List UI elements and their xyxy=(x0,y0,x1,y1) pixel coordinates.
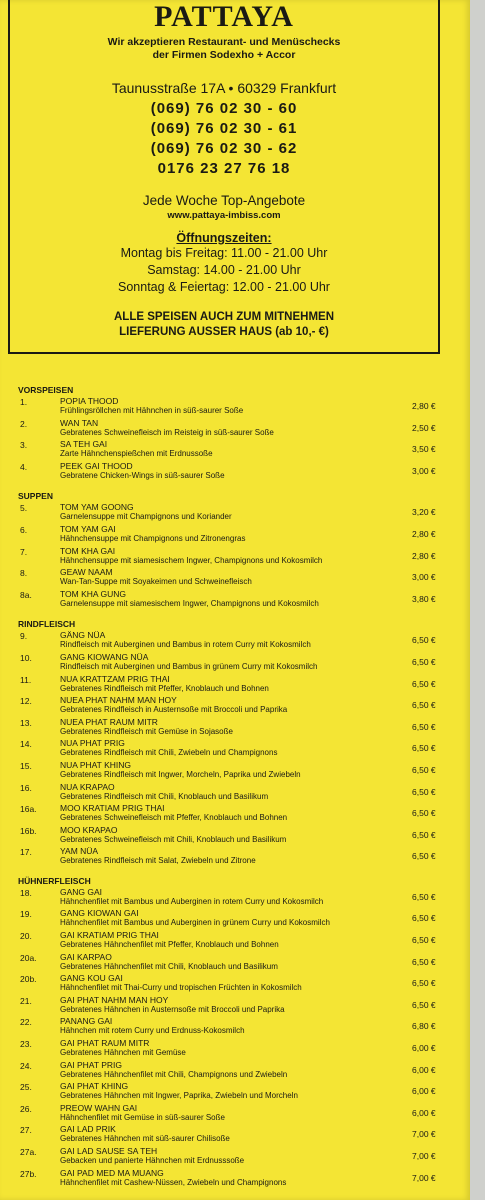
item-name: NUA PHAT PRIG xyxy=(60,738,125,749)
item-number: 6. xyxy=(20,524,28,535)
item-number: 8a. xyxy=(20,589,32,600)
item-price: 6,50 € xyxy=(412,786,436,797)
item-price: 6,00 € xyxy=(412,1064,436,1075)
item-name: GANG GAI xyxy=(60,886,103,897)
item-name: GAI KRATIAM PRIG THAI xyxy=(60,930,159,941)
item-price: 6,50 € xyxy=(412,978,436,989)
menu-item xyxy=(0,674,470,696)
item-description: Gebratenes Hähnchenfilet mit Chili, Knoblauch und Basilikum xyxy=(60,961,278,971)
menu-item xyxy=(0,887,470,909)
item-number: 11. xyxy=(20,674,32,685)
menu-item xyxy=(0,760,470,782)
item-price: 6,50 € xyxy=(412,743,436,754)
menu-item xyxy=(0,1124,470,1146)
item-number: 23. xyxy=(20,1039,32,1050)
item-name: NUA KRATTZAM PRIG THAI xyxy=(60,673,170,684)
item-name: TOM YAM GAI xyxy=(60,523,116,534)
item-price: 6,50 € xyxy=(412,829,436,840)
menu-section xyxy=(0,385,470,482)
item-price: 6,00 € xyxy=(412,1086,436,1097)
menu-item xyxy=(0,846,470,868)
item-price: 3,50 € xyxy=(412,444,436,455)
item-description: Garnelensuppe mit siamesischem Ingwer, Champignons und Kokosmilch xyxy=(60,598,319,608)
item-number: 24. xyxy=(20,1060,32,1071)
address: Taunusstraße 17A • 60329 Frankfurt xyxy=(111,80,337,96)
item-description: Garnelensuppe mit Champignons und Koriander xyxy=(60,512,232,522)
menu-item xyxy=(0,1060,470,1082)
item-description: Gebratene Chicken-Wings in süß-saurer Soße xyxy=(60,470,225,480)
item-price: 6,50 € xyxy=(412,935,436,946)
item-name: GAI PHAT RAUM MITR xyxy=(60,1038,150,1049)
item-number: 14. xyxy=(20,739,32,750)
item-name: TOM KHA GUNG xyxy=(60,588,126,599)
item-number: 5. xyxy=(20,503,28,514)
website: www.pattaya-imbiss.com xyxy=(167,210,281,221)
item-name: GAI PHAT PRIG xyxy=(60,1059,123,1070)
weekly-offers: Jede Woche Top-Angebote xyxy=(142,193,306,208)
item-description: Gebratenes Hähnchen mit Ingwer, Paprika, Zwiebeln und Morcheln xyxy=(60,1091,298,1101)
item-price: 6,50 € xyxy=(412,999,436,1010)
item-description: Hähnchenfilet mit Thai-Curry und tropischen Früchten in Kokosmilch xyxy=(60,983,302,993)
menu-item xyxy=(0,652,470,674)
item-name: PREOW WAHN GAI xyxy=(60,1102,138,1113)
item-price: 6,50 € xyxy=(412,678,436,689)
item-name: NUA PHAT KHING xyxy=(60,759,132,770)
item-price: 6,00 € xyxy=(412,1043,436,1054)
menu-item xyxy=(0,803,470,825)
item-price: 6,50 € xyxy=(412,721,436,732)
menu-item xyxy=(0,546,470,568)
item-number: 15. xyxy=(20,760,32,771)
item-name: MOO KRAPAO xyxy=(60,824,118,835)
item-name: YAM NÜA xyxy=(60,846,99,857)
item-description: Rindfleisch mit Auberginen und Bambus in grünem Curry mit Kokosmilch xyxy=(60,661,318,671)
item-description: Gebratenes Hähnchen mit Gemüse xyxy=(60,1048,186,1058)
item-price: 3,80 € xyxy=(412,593,436,604)
item-name: NUEA PHAT NAHM MAN HOY xyxy=(60,695,177,706)
item-description: Gebratenes Rindfleisch mit Ingwer, Morcheln, Paprika und Zwiebeln xyxy=(60,769,301,779)
item-name: MOO KRATIAM PRIG THAI xyxy=(60,803,165,814)
item-number: 1. xyxy=(20,397,28,407)
item-number: 16. xyxy=(20,782,32,793)
item-name: GANG KIOWAN GAI xyxy=(60,908,139,919)
item-number: 27b. xyxy=(20,1168,37,1179)
item-name: TOM YAM GOONG xyxy=(60,502,134,513)
item-description: Hähnchen mit rotem Curry und Erdnuss-Kokosmilch xyxy=(60,1026,245,1036)
item-name: GAI LAD PRIK xyxy=(60,1124,116,1135)
item-price: 6,50 € xyxy=(412,913,436,924)
item-number: 9. xyxy=(20,631,28,642)
item-price: 6,00 € xyxy=(412,1107,436,1118)
menu-list xyxy=(0,385,470,1189)
opening-hours-line: Montag bis Freitag: 11.00 - 21.00 Uhr xyxy=(120,246,328,260)
item-number: 22. xyxy=(20,1017,32,1028)
item-number: 2. xyxy=(20,418,28,429)
item-price: 6,50 € xyxy=(412,891,436,902)
menu-item xyxy=(0,396,470,418)
menu-item xyxy=(0,717,470,739)
item-description: Wan-Tan-Suppe mit Soyakeimen und Schweinefleisch xyxy=(60,577,252,587)
item-name: WAN TAN xyxy=(60,417,99,428)
item-price: 2,80 € xyxy=(412,550,436,561)
item-name: GAI KARPAO xyxy=(60,951,112,962)
item-number: 18. xyxy=(20,887,32,898)
menu-item xyxy=(0,995,470,1017)
item-number: 20. xyxy=(20,931,32,942)
menu-item xyxy=(0,439,470,461)
item-description: Gebratenes Rindfleisch mit Pfeffer, Knoblauch und Bohnen xyxy=(60,683,269,693)
item-number: 25. xyxy=(20,1082,32,1093)
item-price: 7,00 € xyxy=(412,1172,436,1183)
cheques-line-2: der Firmen Sodexho + Accor xyxy=(152,49,296,61)
item-name: GAI LAD SAUSE SA TEH xyxy=(60,1146,158,1156)
phone-number: (069) 76 02 30 - 60 xyxy=(150,100,298,117)
phone-number: (069) 76 02 30 - 62 xyxy=(150,140,298,157)
item-name: PEEK GAI THOOD xyxy=(60,460,133,471)
item-description: Hähnchenfilet mit Cashew-Nüssen, Zwiebeln und Champignons xyxy=(60,1177,287,1187)
item-price: 3,00 € xyxy=(412,465,436,476)
item-number: 17. xyxy=(20,847,32,858)
menu-item xyxy=(0,524,470,546)
item-price: 6,50 € xyxy=(412,764,436,775)
item-price: 6,50 € xyxy=(412,808,436,819)
menu-item xyxy=(0,418,470,440)
opening-hours-title: Öffnungszeiten: xyxy=(176,231,272,245)
item-price: 2,80 € xyxy=(412,401,436,411)
item-description: Zarte Hähnchenspießchen mit Erdnussoße xyxy=(60,449,213,459)
header-box xyxy=(8,0,440,354)
item-price: 2,80 € xyxy=(412,528,436,539)
item-price: 3,20 € xyxy=(412,507,436,518)
menu-item xyxy=(0,502,470,524)
item-price: 6,50 € xyxy=(412,956,436,967)
item-number: 7. xyxy=(20,546,28,557)
item-name: GEAW NAAM xyxy=(60,567,113,578)
item-description: Gebratenes Rindfleisch mit Chili, Zwiebeln und Champignons xyxy=(60,748,278,758)
menu-item xyxy=(0,589,470,611)
item-name: SA TEH GAI xyxy=(60,439,108,450)
item-price: 2,50 € xyxy=(412,422,436,433)
item-price: 3,00 € xyxy=(412,572,436,583)
menu-item xyxy=(0,1016,470,1038)
takeaway-line: ALLE SPEISEN AUCH ZUM MITNEHMEN xyxy=(114,311,334,323)
item-description: Frühlingsröllchen mit Hähnchen in süß-saurer Soße xyxy=(60,406,244,415)
item-name: POPIA THOOD xyxy=(60,396,119,406)
item-name: GAI PHAT NAHM MAN HOY xyxy=(60,994,169,1005)
item-name: PANANG GAI xyxy=(60,1016,113,1027)
section-title: VORSPEISEN xyxy=(18,385,74,395)
item-number: 12. xyxy=(20,696,32,707)
item-description: Hähnchenfilet mit Gemüse in süß-saurer Soße xyxy=(60,1112,225,1122)
item-number: 13. xyxy=(20,717,32,728)
item-number: 27. xyxy=(20,1125,32,1136)
menu-item xyxy=(0,973,470,995)
item-price: 7,00 € xyxy=(412,1151,436,1161)
menu-item xyxy=(0,1168,470,1190)
item-description: Hähnchensuppe mit Champignons und Zitronengras xyxy=(60,533,246,543)
item-description: Gebratenes Hähnchen in Austernsoße mit Broccoli und Paprika xyxy=(60,1004,285,1014)
item-number: 16b. xyxy=(20,825,37,836)
item-number: 4. xyxy=(20,461,28,472)
menu-item xyxy=(0,1146,470,1168)
section-title: HÜHNERFLEISCH xyxy=(18,875,91,886)
item-number: 10. xyxy=(20,652,32,663)
item-number: 21. xyxy=(20,995,32,1006)
section-title: RINDFLEISCH xyxy=(18,619,76,630)
item-number: 27a. xyxy=(20,1147,37,1157)
item-number: 3. xyxy=(20,440,28,451)
menu-section xyxy=(0,876,470,1189)
menu-item xyxy=(0,695,470,717)
item-name: TOM KHA GAI xyxy=(60,545,116,556)
takeaway-notice xyxy=(10,310,438,340)
item-price: 7,00 € xyxy=(412,1129,436,1140)
cheques-line-1: Wir akzeptieren Restaurant- und Menüschecks xyxy=(107,36,341,48)
menu-item xyxy=(0,630,470,652)
item-name: GAI PAD MED MA MUANG xyxy=(60,1167,164,1178)
item-price: 6,50 € xyxy=(412,851,436,862)
menu-section xyxy=(0,619,470,868)
restaurant-name: PATTAYA xyxy=(154,0,294,33)
item-description: Gebratenes Hähnchenfilet mit Pfeffer, Knoblauch und Bohnen xyxy=(60,940,279,950)
phone-number: (069) 76 02 30 - 61 xyxy=(150,120,298,137)
item-number: 20a. xyxy=(20,952,37,963)
menu-item xyxy=(0,461,470,483)
phone-number: 0176 23 27 76 18 xyxy=(157,160,291,177)
item-number: 19. xyxy=(20,909,32,920)
item-description: Gebratenes Schweinefleisch mit Chili, Knoblauch und Basilikum xyxy=(60,834,287,844)
opening-hours-line: Samstag: 14.00 - 21.00 Uhr xyxy=(147,263,301,277)
item-name: GANG KOU GAI xyxy=(60,973,123,984)
item-description: Gebratenes Rindfleisch mit Salat, Zwiebeln und Zitrone xyxy=(60,856,256,866)
item-description: Gebratenes Hähnchenfilet mit Chili, Champignons und Zwiebeln xyxy=(60,1069,288,1079)
item-description: Gebratenes Schweinefleisch im Reisteig in süß-saurer Soße xyxy=(60,427,274,437)
item-description: Gebratenes Schweinefleisch mit Pfeffer, Knoblauch und Bohnen xyxy=(60,813,288,823)
item-name: GÄNG NÜA xyxy=(60,630,106,641)
item-name: GANG KIOWANG NÜA xyxy=(60,651,149,662)
item-number: 16a. xyxy=(20,804,37,815)
menu-item xyxy=(0,567,470,589)
section-title: SUPPEN xyxy=(18,491,53,502)
menu-item xyxy=(0,1103,470,1125)
menu-item xyxy=(0,782,470,804)
delivery-line: LIEFERUNG AUSSER HAUS (ab 10,- €) xyxy=(119,326,329,338)
item-description: Gebratenes Rindfleisch mit Gemüse in Sojasoße xyxy=(60,726,233,736)
opening-hours-line: Sonntag & Feiertag: 12.00 - 21.00 Uhr xyxy=(118,280,330,294)
item-description: Hähnchenfilet mit Bambus und Auberginen in rotem Curry und Kokosmilch xyxy=(60,896,324,906)
item-description: Rindfleisch mit Auberginen und Bambus in rotem Curry mit Kokosmilch xyxy=(60,640,311,650)
item-description: Gebacken und panierte Hähnchen mit Erdnusssoße xyxy=(60,1156,245,1165)
menu-item xyxy=(0,1081,470,1103)
item-description: Gebratenes Rindfleisch in Austernsoße mit Broccoli und Paprika xyxy=(60,705,288,715)
item-description: Gebratenes Hähnchen mit süß-saurer Chilisoße xyxy=(60,1134,230,1144)
phone-list xyxy=(10,99,438,179)
item-description: Gebratenes Rindfleisch mit Chili, Knoblauch und Basilikum xyxy=(60,791,269,801)
item-price: 6,50 € xyxy=(412,635,436,646)
item-number: 26. xyxy=(20,1103,32,1114)
item-price: 6,50 € xyxy=(412,700,436,711)
item-price: 6,80 € xyxy=(412,1021,436,1032)
item-number: 20b. xyxy=(20,974,37,985)
item-number: 8. xyxy=(20,568,28,579)
menu-item xyxy=(0,1038,470,1060)
item-name: NUEA PHAT RAUM MITR xyxy=(60,716,158,727)
item-name: GAI PHAT KHING xyxy=(60,1081,129,1092)
menu-item xyxy=(0,952,470,974)
menu-section xyxy=(0,491,470,610)
item-description: Hähnchensuppe mit siamesischem Ingwer, Champignons und Kokosmilch xyxy=(60,555,323,565)
menu-item xyxy=(0,930,470,952)
menu-item xyxy=(0,825,470,847)
menu-item xyxy=(0,908,470,930)
menu-item xyxy=(0,738,470,760)
item-price: 6,50 € xyxy=(412,656,436,667)
item-name: NUA KRAPAO xyxy=(60,781,115,792)
item-description: Hähnchenfilet mit Bambus und Auberginen in grünem Curry und Kokosmilch xyxy=(60,918,330,928)
